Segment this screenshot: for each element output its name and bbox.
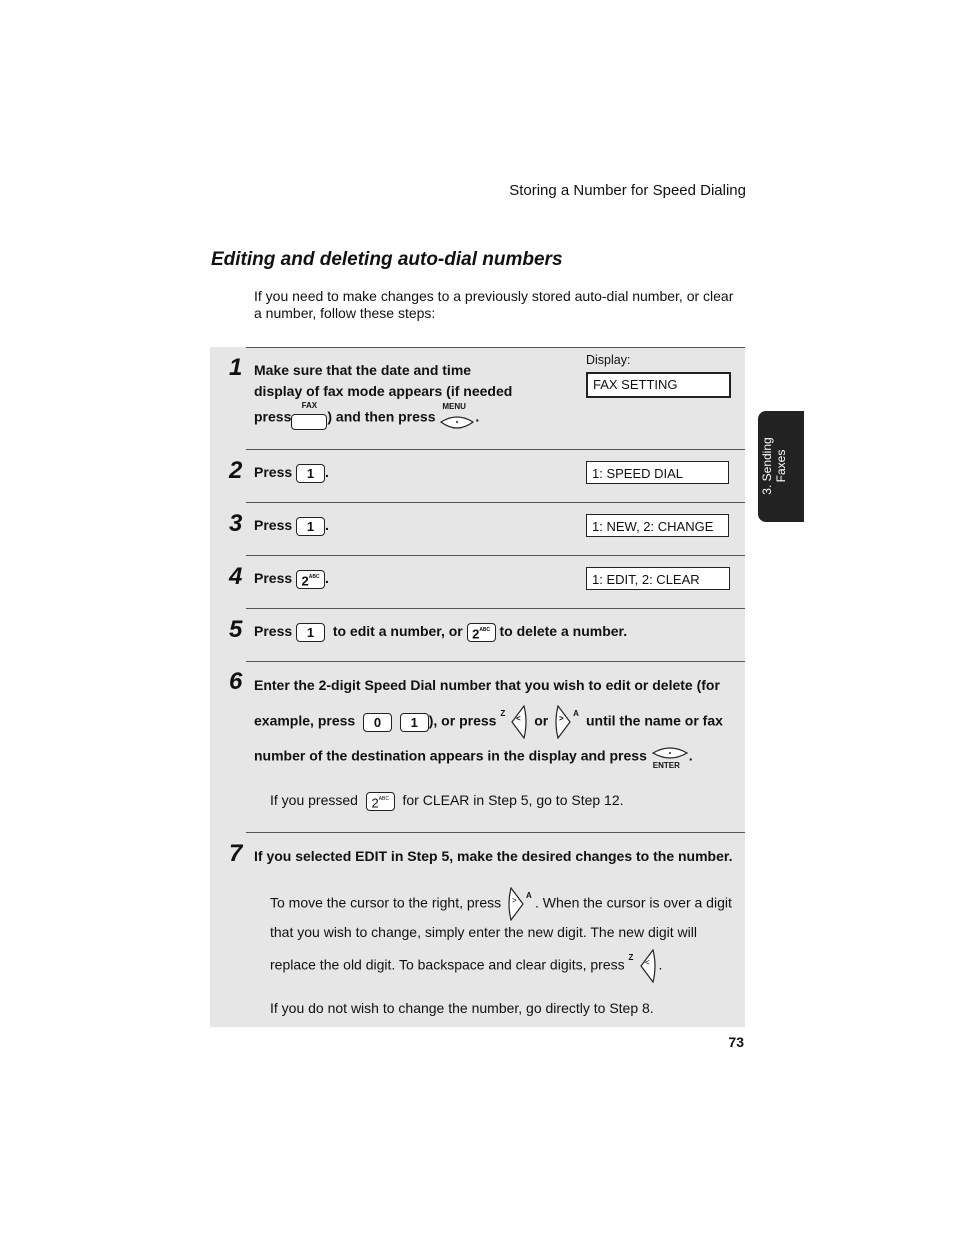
- step-number: 7: [229, 840, 243, 867]
- step-number: 5: [229, 616, 243, 643]
- step-1-text: display of fax mode appears (if needed: [254, 383, 513, 399]
- period: .: [688, 747, 693, 764]
- press-label: Press: [254, 570, 293, 587]
- enter-key-label: ENTER: [652, 761, 680, 770]
- key-label: 1: [306, 466, 315, 481]
- step-7-para-3: [270, 949, 662, 983]
- key-label: 2: [472, 626, 480, 642]
- step-1-text: Make sure that the date and time: [254, 362, 472, 378]
- step-number: 6: [229, 668, 243, 695]
- divider: [246, 449, 745, 450]
- key-label: 0: [373, 714, 382, 730]
- running-header: Storing a Number for Speed Dialing: [509, 182, 746, 199]
- page-number: 73: [728, 1034, 744, 1050]
- lcd-display: 1: EDIT, 2: CLEAR: [586, 567, 730, 590]
- press-label: Press: [254, 517, 293, 534]
- section-heading: Editing and deleting auto-dial numbers: [211, 249, 563, 270]
- right-arrow-key-icon: [505, 887, 535, 921]
- intro-paragraph: If you need to make changes to a previously stored auto-dial number, or clear a number, follow these steps:: [254, 288, 734, 321]
- period: .: [658, 956, 663, 973]
- fax-key-label: FAX: [301, 401, 318, 410]
- menu-key-label: MENU: [442, 402, 466, 411]
- key-letter: A: [573, 709, 579, 718]
- key-1-icon: [296, 464, 325, 483]
- right-arrow-key-icon: [552, 705, 582, 739]
- key-label: 1: [306, 519, 315, 534]
- step-number: 1: [229, 354, 243, 381]
- note-text: If you pressed: [270, 792, 358, 809]
- svg-text:>: >: [512, 896, 517, 905]
- key-label: 1: [410, 714, 418, 730]
- step-1-line3: [254, 401, 480, 432]
- key-label: 2: [301, 573, 309, 589]
- key-1-icon: [296, 623, 325, 642]
- period: .: [325, 464, 329, 481]
- step-1-press-label: press: [254, 408, 292, 425]
- key-1-icon: [296, 517, 325, 536]
- key-letter: Z: [500, 709, 506, 718]
- step-4-text: [254, 570, 329, 589]
- step-number: 2: [229, 457, 243, 484]
- step-1-then-label: ) and then press: [327, 408, 436, 425]
- svg-text:>: >: [559, 714, 564, 723]
- svg-text:<: <: [516, 714, 521, 723]
- display-label: Display:: [586, 353, 631, 367]
- chapter-tab-label: [760, 412, 788, 520]
- step-7-para-2: that you wish to change, simply enter the new digit. The new digit will: [270, 924, 697, 940]
- step-7-para-1: [270, 887, 732, 921]
- divider: [246, 347, 745, 348]
- until-label: until the name or fax: [586, 712, 723, 729]
- divider: [246, 661, 745, 662]
- key-1-icon: [400, 713, 429, 732]
- key-sublabel: ABC: [308, 574, 320, 580]
- step-1-end: .: [475, 408, 480, 425]
- key-letter: A: [526, 891, 532, 900]
- key-sublabel: ABC: [378, 796, 389, 802]
- svg-text:<: <: [644, 958, 650, 967]
- para-text: To move the cursor to the right, press: [270, 894, 502, 911]
- key-2-icon: [296, 570, 325, 589]
- step-6-line2: [254, 705, 723, 739]
- para-text: . When the cursor is over a digit: [535, 894, 732, 911]
- step-5-end-text: to delete a number.: [499, 623, 628, 640]
- step-6-line3-text: number of the destination appears in the display and press: [254, 747, 647, 764]
- press-label: Press: [254, 623, 293, 640]
- step-3-text: [254, 517, 329, 536]
- step-2-text: [254, 464, 329, 483]
- period: .: [325, 517, 329, 534]
- period: .: [325, 570, 329, 587]
- step-6-line3: [254, 743, 693, 771]
- step-5-mid-text: to edit a number, or: [332, 623, 463, 640]
- key-label: 1: [306, 625, 315, 640]
- key-letter: Z: [628, 953, 634, 962]
- step-6-note: [270, 792, 624, 811]
- left-arrow-key-icon: [500, 705, 530, 739]
- step-number: 3: [229, 510, 243, 537]
- key-0-icon: [363, 713, 392, 732]
- divider: [246, 555, 745, 556]
- step-5-text: [254, 623, 627, 642]
- enter-key-icon: [651, 743, 689, 771]
- step-number: 4: [229, 563, 243, 590]
- left-arrow-key-icon: [629, 949, 659, 983]
- lcd-display: 1: NEW, 2: CHANGE: [586, 514, 729, 537]
- fax-key-icon: [291, 401, 327, 430]
- or-press-label: ), or press: [428, 712, 497, 729]
- chapter-tab-line: 3. Sending: [760, 437, 774, 495]
- lcd-display: FAX SETTING: [586, 372, 731, 398]
- divider: [246, 502, 745, 503]
- note-text: for CLEAR in Step 5, go to Step 12.: [402, 792, 624, 809]
- chapter-tab-line: Faxes: [774, 449, 788, 483]
- key-2-icon: [366, 792, 395, 811]
- lcd-display: 1: SPEED DIAL: [586, 461, 729, 484]
- key-2-icon: [467, 623, 496, 642]
- or-label: or: [534, 712, 549, 729]
- press-label: Press: [254, 464, 293, 481]
- key-label: 2: [371, 795, 379, 811]
- para-text: replace the old digit. To backspace and clear digits, press: [270, 956, 625, 973]
- divider: [246, 608, 745, 609]
- divider: [246, 832, 745, 833]
- chapter-tab: [758, 411, 804, 522]
- key-sublabel: ABC: [479, 627, 491, 633]
- step-7-para-4: If you do not wish to change the number, go directly to Step 8.: [270, 1000, 654, 1016]
- step-6-text: Enter the 2-digit Speed Dial number that you wish to edit or delete (for: [254, 677, 720, 693]
- example-label: example, press: [254, 712, 356, 729]
- step-7-text: If you selected EDIT in Step 5, make the desired changes to the number.: [254, 848, 733, 864]
- menu-key-icon: [439, 402, 475, 432]
